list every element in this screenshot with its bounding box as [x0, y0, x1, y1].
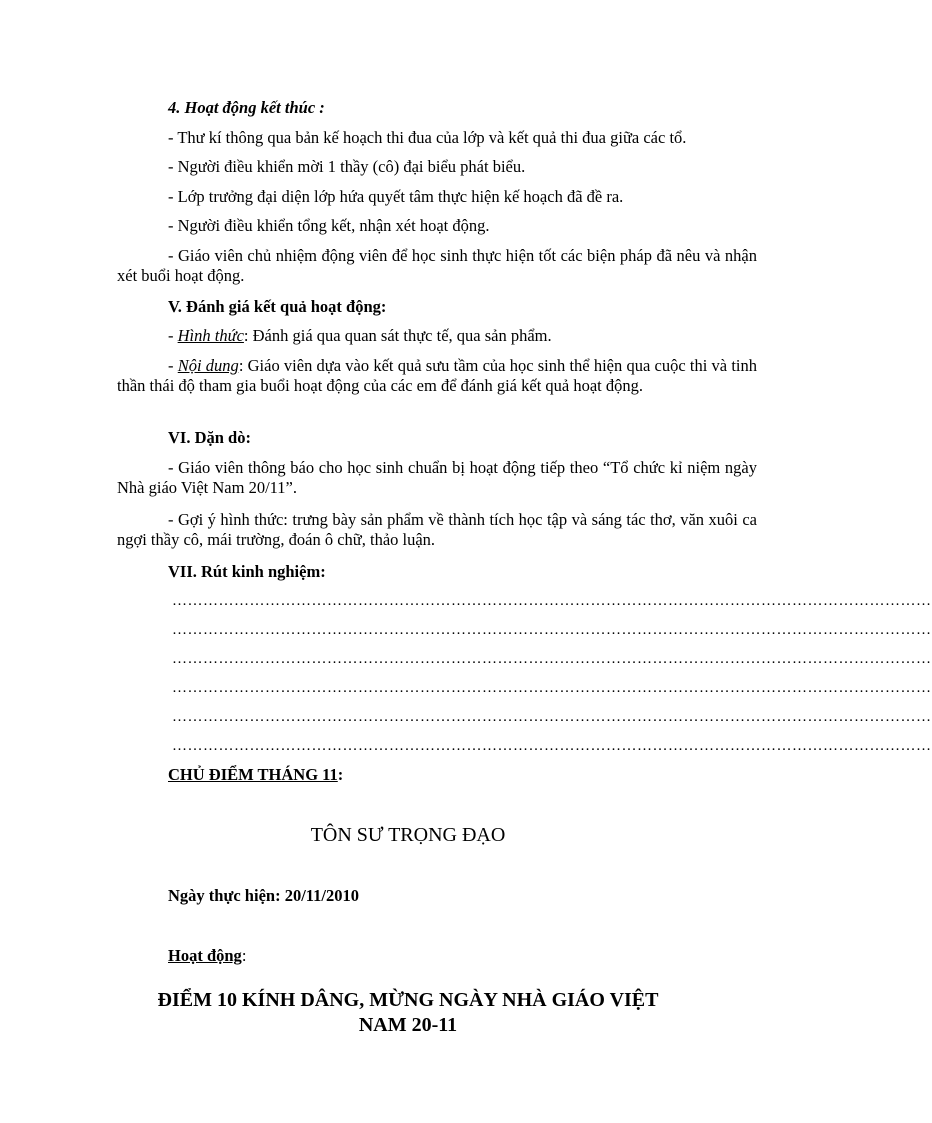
- date-line: Ngày thực hiện: 20/11/2010: [168, 886, 359, 905]
- section-4-item-2: - Người điều khiển mời 1 thầy (cô) đại biểu phát biểu.: [168, 157, 526, 176]
- section-4-item-3: - Lớp trưởng đại diện lớp hứa quyết tâm thực hiện kế hoạch đã đề ra.: [168, 187, 624, 206]
- section-4-item-5: - Giáo viên chủ nhiệm động viên để học sinh thực hiện tốt các biện pháp đã nêu và nhận xét buổi hoạt động.: [117, 246, 757, 285]
- activity-label-colon: :: [241, 946, 247, 965]
- section-6-heading: VI. Dặn dò:: [168, 428, 251, 447]
- section-5-noi-dung: - Nội dung: Giáo viên dựa vào kết quả sưu tầm của học sinh thể hiện qua cuộc thi và tinh thần thái độ tham gia buổi hoạt động của các em để đánh giá kết quả hoạt động.: [117, 356, 758, 395]
- dotted-line-6: …………………………………………………………………………………………………………………………………: [172, 738, 932, 754]
- month-theme-colon: :: [337, 765, 344, 784]
- dotted-line-2: …………………………………………………………………………………………………………………………………: [172, 622, 932, 638]
- section-7-heading: VII. Rút kinh nghiệm:: [168, 562, 326, 581]
- dotted-line-4: …………………………………………………………………………………………………………………………………: [172, 680, 932, 696]
- activity-label-text: Hoạt động: [168, 946, 242, 965]
- noi-dung-label: Nội dung: [177, 356, 239, 375]
- theme-title: TÔN SƯ TRỌNG ĐẠO: [310, 824, 506, 846]
- section-6-item-2: - Gợi ý hình thức: trưng bày sản phẩm về thành tích học tập và sáng tác thơ, văn xuôi ca ngợi thầy cô, mái trường, đoán ô chữ, thảo luận.: [117, 510, 757, 549]
- section-4-heading: 4. Hoạt động kết thúc :: [168, 98, 325, 117]
- noi-dung-text: : Giáo viên dựa vào kết quả sưu tầm của học sinh thể hiện qua cuộc thi và tinh thần thái độ tham gia buổi hoạt động của các em để đánh giá kết quả hoạt động.: [117, 356, 758, 395]
- dotted-line-3: …………………………………………………………………………………………………………………………………: [172, 651, 932, 667]
- activity-title-line-2: NAM 20-11: [358, 1014, 458, 1036]
- month-theme-label-text: CHỦ ĐIỂM THÁNG 11: [168, 765, 338, 784]
- section-4-item-1: - Thư kí thông qua bản kế hoạch thi đua của lớp và kết quả thi đua giữa các tổ.: [168, 128, 687, 147]
- hinh-thuc-text: : Đánh giá qua quan sát thực tế, qua sản phẩm.: [243, 326, 552, 345]
- section-4-item-4: - Người điều khiển tổng kết, nhận xét hoạt động.: [168, 216, 490, 235]
- section-5-hinh-thuc: - Hình thức: Đánh giá qua quan sát thực tế, qua sản phẩm.: [168, 326, 552, 345]
- dotted-line-5: …………………………………………………………………………………………………………………………………: [172, 709, 932, 725]
- dotted-line-1: …………………………………………………………………………………………………………………………………: [172, 593, 932, 609]
- section-6-item-1: - Giáo viên thông báo cho học sinh chuẩn bị hoạt động tiếp theo “Tổ chức kỉ niệm ngày Nhà giáo Việt Nam 20/11”.: [117, 458, 757, 497]
- activity-label: [168, 946, 246, 966]
- hinh-thuc-label: Hình thức: [177, 326, 244, 345]
- month-theme-label: [168, 765, 343, 785]
- section-5-heading: V. Đánh giá kết quả hoạt động:: [168, 297, 387, 316]
- activity-title-line-1: ĐIỂM 10 KÍNH DÂNG, MỪNG NGÀY NHÀ GIÁO VIỆT: [157, 989, 659, 1011]
